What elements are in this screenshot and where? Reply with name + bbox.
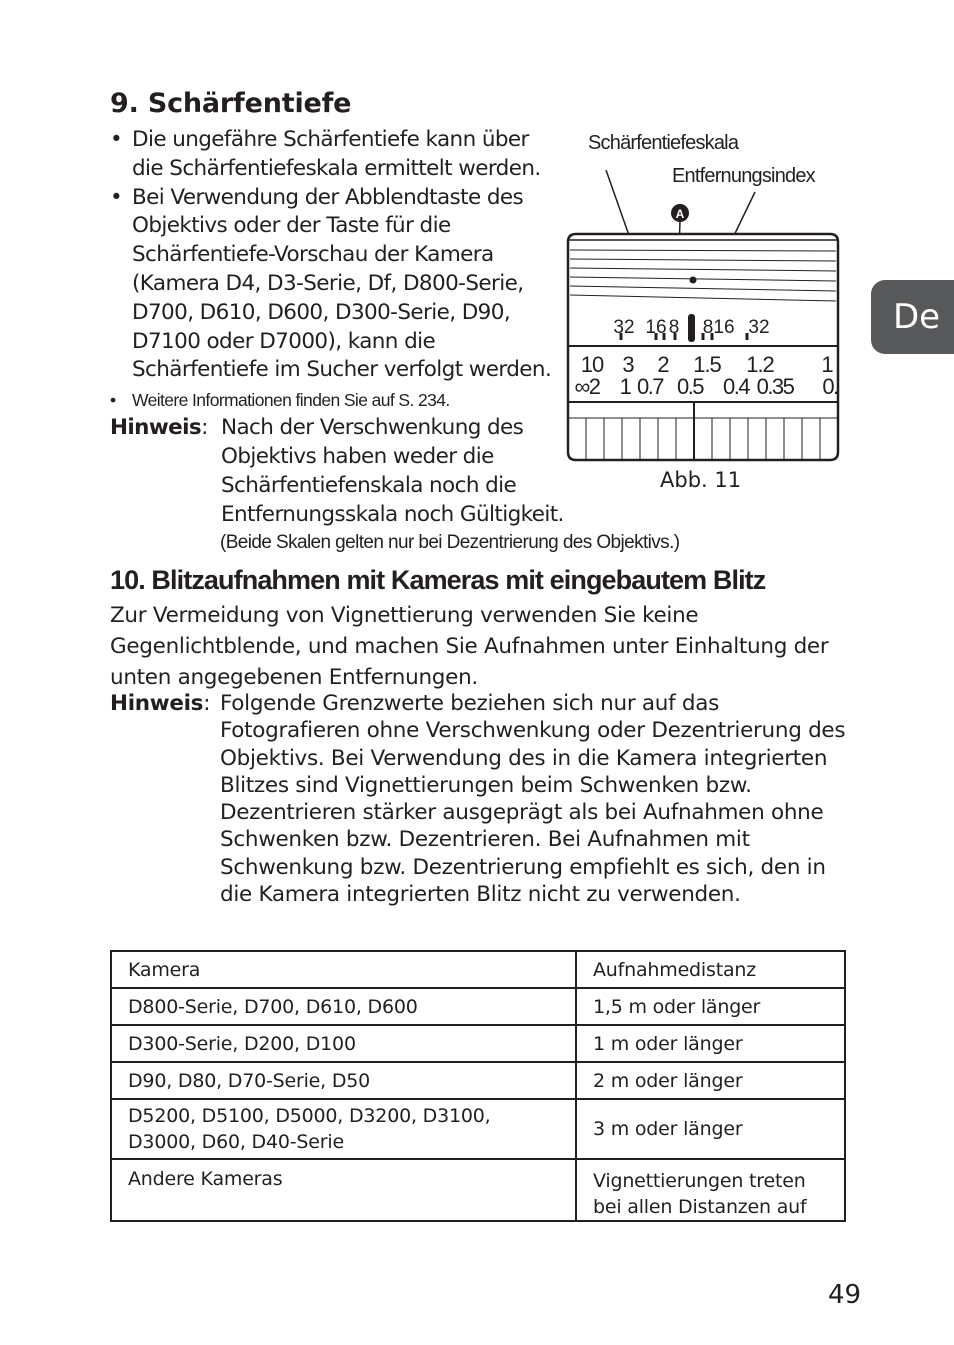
dof-right-16: 16 <box>713 317 735 338</box>
table-row <box>111 1025 845 1062</box>
camera-cell: D800-Serie, D700, D610, D600 <box>111 988 576 1025</box>
flash-distance-table <box>110 950 846 1222</box>
bullet-item <box>110 385 565 415</box>
bullet-text: Die ungefähre Schärfentiefe kann über die Schärfentiefeskala ermittelt werden. <box>132 127 541 181</box>
meter-3: 3 <box>622 352 634 377</box>
feet-0-5: 0.5 <box>676 374 704 399</box>
figure-caption: Abb. 11 <box>660 468 742 492</box>
section-9-note <box>110 413 580 529</box>
bullet-marker: • <box>110 390 116 411</box>
note-label: Hinweis <box>110 691 204 716</box>
dof-right-8: 8 <box>702 317 714 338</box>
table-row <box>111 1099 845 1159</box>
header-camera: Kamera <box>111 951 576 988</box>
label-distance-index: Entfernungsindex <box>672 165 815 187</box>
table-row <box>111 1159 845 1221</box>
distance-cell: Vignettierungen treten bei allen Distanzen auf <box>576 1159 845 1221</box>
feet-0-4: 0.4 <box>722 374 750 399</box>
feet-1: 1 <box>619 374 631 399</box>
meter-10: 10 <box>580 352 604 377</box>
bullet-item <box>110 126 565 184</box>
table-row <box>111 1062 845 1099</box>
section-10-note <box>110 690 855 908</box>
camera-cell: D90, D80, D70-Serie, D50 <box>111 1062 576 1099</box>
note-text: Nach der Verschwenkung des Objektivs haben weder die Schärfentiefenskala noch die Entfernungsskala noch Gültigkeit. <box>221 415 564 527</box>
lens-scale-drawing <box>560 126 850 466</box>
marker-a-letter: A <box>675 207 685 221</box>
note-text: Folgende Grenzwerte beziehen sich nur auf das Fotografieren ohne Verschwenkung oder Dezentrierung des Objektivs. Bei Verwendung des in die Kamera integrierten Blitzes sind Vignettierungen beim Schwenken bzw. Dezentrieren stärker ausgeprägt als bei Aufnahmen ohne Schwenken bzw. Dezentrieren. Bei Aufnahmen mit Schwenkung bzw. Dezentrierung empfiehlt es sich, den in die Kamera integrierten Blitz nicht zu verwenden. <box>220 691 846 908</box>
dof-scale-figure <box>560 126 850 466</box>
distance-cell: 1 m oder länger <box>576 1025 845 1062</box>
camera-cell: D300-Serie, D200, D100 <box>111 1025 576 1062</box>
bullet-text: Weitere Informationen finden Sie auf S. 234. <box>132 390 450 411</box>
distance-cell: 2 m oder länger <box>576 1062 845 1099</box>
header-distance: Aufnahmedistanz <box>576 951 845 988</box>
distance-cell: 1,5 m oder länger <box>576 988 845 1025</box>
bullet-marker: • <box>110 127 123 152</box>
dof-left-32: 32 <box>613 317 635 338</box>
feet-0-35: 0.35 <box>756 374 794 399</box>
section-10-intro: Zur Vermeidung von Vignettierung verwenden Sie keine Gegenlichtblende, und machen Sie Aufnahmen unter Einhaltung der unten angegebenen Entfernungen. <box>110 603 829 690</box>
note-parenthetical: (Beide Skalen gelten nur bei Dezentrierung des Objektivs.) <box>220 532 680 553</box>
dof-right-32: 32 <box>748 317 770 338</box>
bullet-text: Bei Verwendung der Abblendtaste des Objektivs oder der Taste für die Schärfentiefe-Vorschau der Kamera (Kamera D4, D3-Serie, Df, D800-Serie, D700, D610, D600, D300-Serie, D90, D7100 oder D7000), kann die Schärfentiefe im Sucher verfolgt werden. <box>132 184 552 383</box>
section-9-heading: 9. Schärfentiefe <box>110 88 352 119</box>
note-label: Hinweis <box>110 415 202 440</box>
meter-2: 2 <box>657 352 669 377</box>
meter-1: 1 <box>821 352 833 377</box>
feet-0: 0. <box>822 374 838 399</box>
camera-cell: D5200, D5100, D5000, D3200, D3100, D3000, D60, D40-Serie <box>111 1099 576 1159</box>
meter-1-5: 1.5 <box>693 352 721 377</box>
note-separator: : <box>201 415 208 440</box>
dof-left-16: 16 <box>645 317 667 338</box>
label-dof-scale: Schärfentiefeskala <box>588 132 739 154</box>
page-number: 49 <box>828 1280 862 1310</box>
table-row <box>111 988 845 1025</box>
section-10-heading: 10. Blitzaufnahmen mit Kameras mit eingebautem Blitz <box>110 565 766 595</box>
bullet-item <box>110 184 565 386</box>
meter-1-2: 1.2 <box>746 352 774 377</box>
note-separator: : <box>203 691 211 716</box>
feet-0-7: 0.7 <box>636 374 664 399</box>
table-header-row <box>111 951 845 988</box>
camera-cell: Andere Kameras <box>111 1159 576 1221</box>
section-9-bullets <box>110 126 565 415</box>
dof-left-8: 8 <box>668 317 680 338</box>
distance-cell: 3 m oder länger <box>576 1099 845 1159</box>
feet-inf-2: ∞2 <box>574 374 600 399</box>
bullet-marker: • <box>110 184 123 210</box>
language-tab: De <box>871 280 954 354</box>
